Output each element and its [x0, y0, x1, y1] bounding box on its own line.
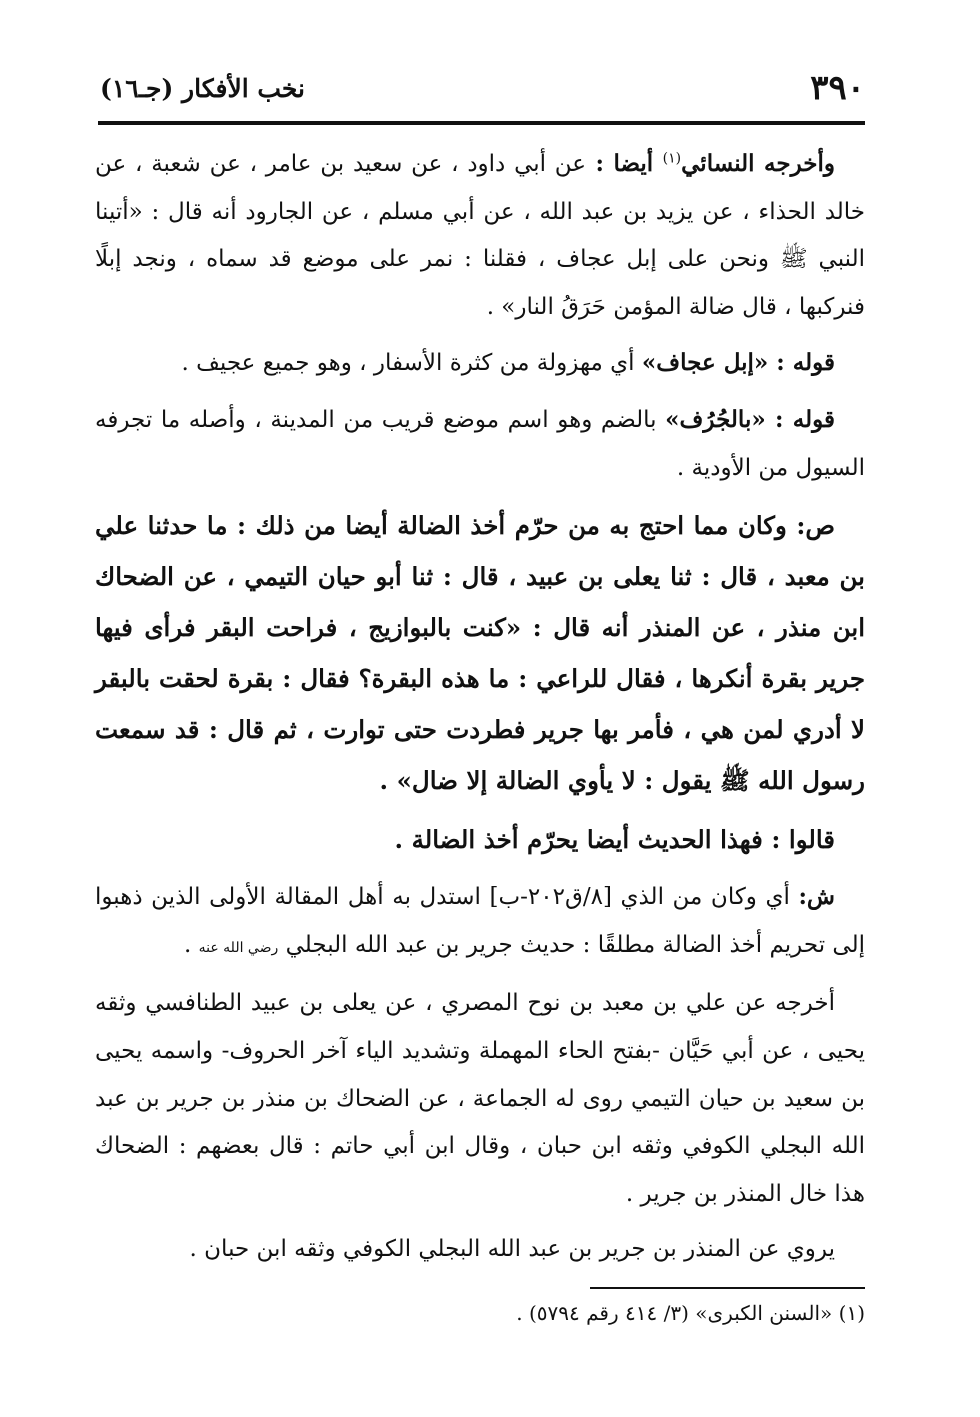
- footnote-rule: [590, 1287, 865, 1289]
- running-title: نخب الأفكار (جـ١٦): [100, 73, 306, 103]
- paragraph-text: أي مهزولة من كثرة الأسفار ، وهو جميع عجيف .: [181, 350, 642, 377]
- footnote-text: (١) «السنن الكبرى» (٣/ ٤١٤ رقم ٥٧٩٤) .: [516, 1301, 865, 1325]
- paragraph-tail: .: [184, 931, 199, 958]
- paragraph-text: بالضم وهو اسم موضع قريب من المدينة ، وأصله ما تجرفه السيول من الأودية .: [95, 406, 865, 481]
- paragraph-matn-conclusion: [95, 814, 865, 865]
- footnote: [95, 1296, 865, 1330]
- page-body: [95, 140, 865, 1274]
- header-rule: [98, 121, 865, 125]
- paragraph-matn-sad: [95, 500, 865, 806]
- paragraph-explanation-ibil: [95, 339, 865, 388]
- paragraph-explanation-juruf: [95, 396, 865, 492]
- paragraph-text: عن أبي داود ، عن سعيد بن عامر ، عن شعبة ، عن خالد الحذاء ، عن يزيد بن عبد الله ، عن أبي مسلم ، عن الجارود أنه قال : «أتينا النبي ﷺ ونحن على إبل عجاف ، فقلنا : نمر على موضع قد سماه ، ونجد إبلًا فنركبها ، قال ضالة المؤمن حَرَقُ النار» .: [95, 151, 865, 320]
- paragraph-text: قالوا : فهذا الحديث أيضا يحرّم أخذ الضالة .: [394, 825, 835, 855]
- paragraph-text: أخرجه عن علي بن معبد بن نوح المصري ، عن يعلى بن عبيد الطنافسي وثقه يحيى ، عن أبي حَيَّان -بفتح الحاء المهملة وتشديد الياء آخر الحروف- واسمه يحيى بن سعيد بن حيان التيمي روى له الجماعة ، عن الضحاك بن منذر بن جرير بن عبد الله البجلي الكوفي وثقه ابن حبان ، وقال ابن أبي حاتم : قال بعضهم : الضحاك هذا خال المنذر بن جرير .: [95, 990, 865, 1207]
- paragraph-isnad-closing: [95, 1226, 865, 1274]
- page-header: [100, 60, 865, 116]
- paragraph-text: يروي عن المنذر بن جرير بن عبد الله البجلي الكوفي وثقه ابن حبان .: [189, 1236, 835, 1263]
- narrator-lead: وأخرجه النسائي: [681, 150, 835, 177]
- quoted-phrase: قوله : «إبل عجاف»: [641, 349, 835, 377]
- paragraph-nasai-narration: [95, 140, 865, 331]
- honorific-glyph: رضي الله عنه: [198, 939, 279, 956]
- paragraph-sharh: [95, 873, 865, 972]
- sharh-marker: ش:: [798, 883, 836, 911]
- narrator-lead-continued: أيضا :: [586, 150, 663, 177]
- paragraph-text: ص: وكان مما احتج به من حرّم أخذ الضالة أيضا من ذلك : ما حدثنا علي بن معبد ، قال : ثنا يعلى بن عبيد ، قال : ثنا أبو حيان التيمي ، عن الضحاك ابن منذر ، عن المنذر أنه قال : «كنت بالبوازيج ، فراحت البقر فرأى فيها جرير بقرة أنكرها ، فقال للراعي : ما هذه البقرة؟ فقال : بقرة لحقت بالبقر لا أدري لمن هي ، فأمر بها جرير فطردت حتى توارت ، ثم قال : قد سمعت رسول الله ﷺ يقول : لا يأوي الضالة إلا ضال» .: [95, 511, 865, 796]
- quoted-phrase: قوله : «بالجُرُف»: [665, 405, 835, 433]
- paragraph-isnad-commentary: [95, 980, 865, 1218]
- footnote-ref: (١): [662, 150, 682, 167]
- page-number: ٣٩٠: [810, 68, 865, 108]
- paragraph-text: أي وكان من الذي [٨/ق٢٠٢-ب] استدل به أهل المقالة الأولى الذين ذهبوا إلى تحريم أخذ الضالة مطلقًا : حديث جرير بن عبد الله البجلي: [95, 884, 865, 958]
